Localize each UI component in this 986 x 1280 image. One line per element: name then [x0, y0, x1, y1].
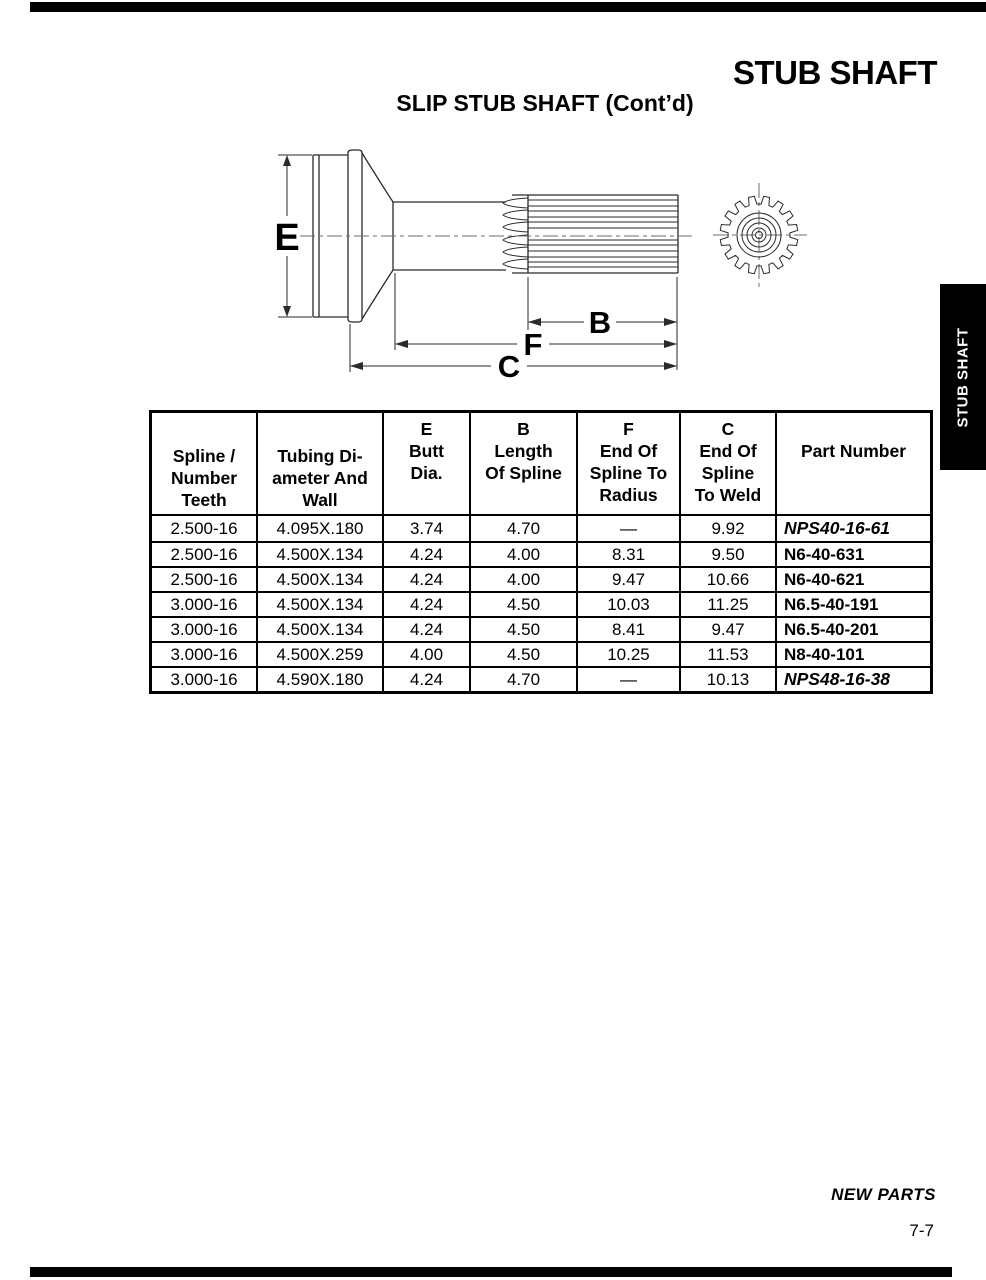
- dim-label-b: B: [588, 305, 612, 340]
- table-cell: 4.24: [384, 668, 471, 691]
- column-header-line: End Of: [599, 441, 658, 461]
- table-cell: 10.13: [681, 668, 777, 691]
- column-header-line: Butt: [409, 441, 444, 461]
- part-number-cell: N6.5-40-191: [784, 594, 879, 614]
- table-cell: —: [578, 516, 681, 541]
- table-cell: 4.50: [471, 643, 578, 666]
- column-header-line: Wall: [302, 490, 338, 510]
- part-number-cell: NPS48-16-38: [784, 669, 891, 689]
- column-header-line: Dia.: [410, 463, 443, 483]
- part-number-cell: NPS40-16-61: [784, 518, 891, 538]
- column-header-line: Spline /: [172, 446, 236, 466]
- table-row: [152, 666, 930, 691]
- part-number-cell: N6-40-631: [784, 544, 865, 564]
- bottom-black-rule: [30, 1267, 952, 1277]
- table-cell: 10.66: [681, 568, 777, 591]
- column-header-line: To Weld: [694, 485, 762, 505]
- table-cell: 9.92: [681, 516, 777, 541]
- column-header: [384, 413, 471, 514]
- table-cell: 4.500X.134: [258, 618, 384, 641]
- dim-label-f: F: [523, 327, 543, 362]
- page-number: 7-7: [909, 1221, 934, 1240]
- table-cell: 3.000-16: [152, 643, 258, 666]
- column-header-line: E: [420, 419, 433, 439]
- column-header-line: Of Spline: [485, 463, 562, 483]
- table-cell: 4.24: [384, 543, 471, 566]
- new-parts-note: NEW PARTS: [831, 1185, 936, 1204]
- column-header-line: C: [721, 419, 735, 439]
- top-black-rule: [30, 2, 986, 12]
- stub-shaft-drawing: [250, 128, 830, 398]
- table-cell: 4.70: [471, 668, 578, 691]
- table-cell: 4.50: [471, 593, 578, 616]
- column-header-line: Spline To: [589, 463, 668, 483]
- table-cell: 2.500-16: [152, 543, 258, 566]
- table-row: [152, 616, 930, 641]
- column-header-line: B: [517, 419, 530, 439]
- table-cell: 11.25: [681, 593, 777, 616]
- table-cell: 8.41: [578, 618, 681, 641]
- section-tab: [940, 284, 986, 470]
- table-header-row: [152, 413, 930, 516]
- table-row: [152, 566, 930, 591]
- table-cell: 3.74: [384, 516, 471, 541]
- column-header: [681, 413, 777, 514]
- table-cell: 11.53: [681, 643, 777, 666]
- table-cell: 9.47: [681, 618, 777, 641]
- table-cell: 4.00: [471, 543, 578, 566]
- part-number-cell: N6-40-621: [784, 569, 865, 589]
- part-number-cell: N8-40-101: [784, 644, 865, 664]
- column-header-line: ameter And: [272, 468, 368, 488]
- column-header-line: Number: [170, 468, 238, 488]
- table-cell: 4.70: [471, 516, 578, 541]
- column-header-line: End Of: [699, 441, 757, 461]
- table-cell: 9.50: [681, 543, 777, 566]
- table-row: [152, 641, 930, 666]
- table-cell: 4.24: [384, 618, 471, 641]
- table-cell: 2.500-16: [152, 568, 258, 591]
- table-cell: 3.000-16: [152, 668, 258, 691]
- page-title: STUB SHAFT: [733, 54, 937, 91]
- column-header-line: Part Number: [800, 441, 907, 461]
- column-header-line: Length: [494, 441, 553, 461]
- page-subtitle: SLIP STUB SHAFT (Cont’d): [396, 90, 694, 116]
- dim-label-c: C: [497, 349, 521, 384]
- table-cell: 4.00: [384, 643, 471, 666]
- table-cell: 4.095X.180: [258, 516, 384, 541]
- column-header-line: F: [623, 419, 634, 439]
- table-cell: —: [578, 668, 681, 691]
- table-cell: 4.500X.134: [258, 568, 384, 591]
- table-row: [152, 591, 930, 616]
- column-header-line: Teeth: [181, 490, 227, 510]
- table-cell: 2.500-16: [152, 516, 258, 541]
- table-cell: 4.500X.134: [258, 543, 384, 566]
- table-cell: 4.24: [384, 593, 471, 616]
- table-cell: 8.31: [578, 543, 681, 566]
- column-header-line: Radius: [599, 485, 658, 505]
- column-header: [578, 413, 681, 514]
- table-row: [152, 541, 930, 566]
- column-header: [777, 413, 930, 514]
- table-cell: 4.500X.259: [258, 643, 384, 666]
- table-cell: 3.000-16: [152, 618, 258, 641]
- column-header: [258, 413, 384, 514]
- table-cell: 4.500X.134: [258, 593, 384, 616]
- spline-end-view: [713, 183, 807, 289]
- table-row: [152, 516, 930, 541]
- table-cell: 4.50: [471, 618, 578, 641]
- section-tab-label: STUB SHAFT: [954, 327, 972, 427]
- table-cell: 4.00: [471, 568, 578, 591]
- stub-shaft-drawing-svg: [250, 128, 830, 398]
- table-cell: 4.24: [384, 568, 471, 591]
- column-header: [471, 413, 578, 514]
- table-body: [152, 516, 930, 691]
- part-number-cell: N6.5-40-201: [784, 619, 879, 639]
- column-header-line: Spline: [701, 463, 755, 483]
- table-cell: 3.000-16: [152, 593, 258, 616]
- table-cell: 10.25: [578, 643, 681, 666]
- table-cell: 10.03: [578, 593, 681, 616]
- column-header: [152, 413, 258, 514]
- dim-label-e: E: [274, 217, 300, 259]
- spline-spec-table: [149, 410, 933, 694]
- column-header-line: Tubing Di-: [277, 446, 363, 466]
- table-cell: 9.47: [578, 568, 681, 591]
- table-cell: 4.590X.180: [258, 668, 384, 691]
